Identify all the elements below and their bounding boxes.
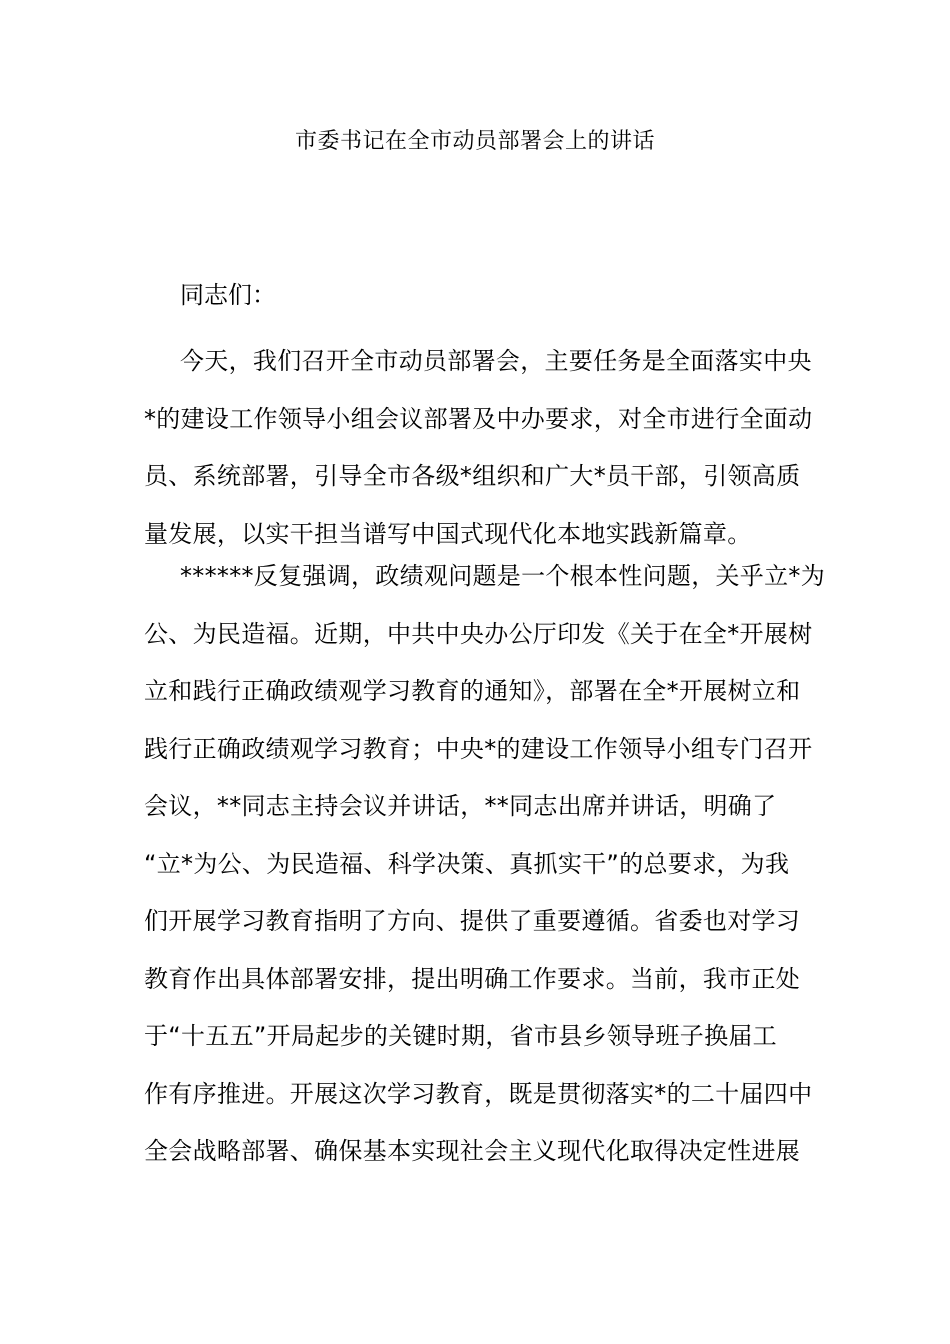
paragraph-line: “立*为公、为民造福、科学决策、真抓实干”的总要求，为我: [144, 849, 790, 878]
paragraph-line: 全会战略部署、确保基本实现社会主义现代化取得决定性进展: [144, 1137, 801, 1165]
paragraph-line: 员、系统部署，引导全市各级*组织和广大*员干部，引领高质: [144, 462, 801, 490]
paragraph-line: ******反复强调，政绩观问题是一个根本性问题，关乎立*为: [180, 562, 825, 590]
paragraph-line: 会议，**同志主持会议并讲话，**同志出席并讲话，明确了: [144, 792, 777, 820]
paragraph-1: [144, 333, 813, 563]
page-title: 市委书记在全市动员部署会上的讲话: [294, 129, 655, 154]
paragraph-line: 今天，我们召开全市动员部署会，主要任务是全面落实中央: [180, 347, 812, 375]
paragraph-line: 于“十五五”开局起步的关键时期，省市县乡领导班子换届工: [144, 1022, 777, 1050]
paragraph-2: [144, 548, 825, 1181]
paragraph-line: 教育作出具体部署安排，提出明确工作要求。当前，我市正处: [144, 964, 801, 993]
salutation: 同志们：: [180, 281, 276, 309]
paragraph-line: 立和践行正确政绩观学习教育的通知》，部署在全*开展树立和: [144, 677, 801, 705]
paragraph-line: *的建设工作领导小组会议部署及中办要求，对全市进行全面动: [144, 404, 813, 433]
paragraph-line: 践行正确政绩观学习教育；中央*的建设工作领导小组专门召开: [144, 734, 813, 763]
paragraph-line: 公、为民造福。近期，中共中央办公厅印发《关于在全*开展树: [144, 619, 813, 648]
paragraph-line: 们开展学习教育指明了方向、提供了重要遵循。省委也对学习: [144, 907, 801, 935]
paragraph-line: 作有序推进。开展这次学习教育，既是贯彻落实*的二十届四中: [144, 1079, 813, 1108]
paragraph-line: 量发展，以实干担当谱写中国式现代化本地实践新篇章。: [144, 519, 752, 548]
